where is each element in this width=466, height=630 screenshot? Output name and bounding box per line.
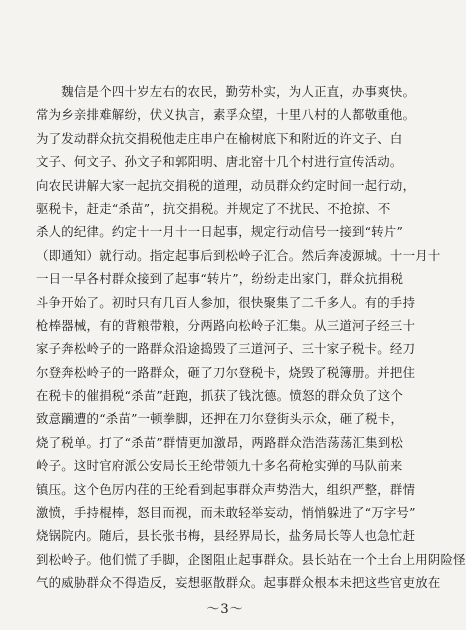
text-line: 烧锅院内。随后，县长张书梅，县经界局长，盐务局长等人也急忙赶 xyxy=(36,528,416,544)
text-line: 在税卡的催捐税“杀苗”赶跑，抓获了钱沈德。愤怒的群众负了这个 xyxy=(36,388,404,404)
text-line: 驱税卡，赶走“杀苗”，抗交捐税。并规定了不扰民、不抢掠、不 xyxy=(36,200,391,216)
text-line: 烧了税单。打了“杀苗”群情更加激昂，两路群众浩浩荡荡汇集到松 xyxy=(36,434,404,450)
page-number: ～3～ xyxy=(206,602,244,617)
text-line: 常为乡亲排难解纷，伏义执言，素孚众望，十里八村的人都敬重他。 xyxy=(36,107,416,123)
body-text xyxy=(36,80,466,595)
text-line: 激愤，手持棍棒，怒目而视，而未敢轻举妄动，悄悄躲进了“万字号” xyxy=(36,505,416,521)
text-line: 气的威胁群众不得造反，妄想驱散群众。起事群众根本未把这些官吏放在 xyxy=(36,575,441,591)
text-line: 文子、何文子、孙文子和郭阳明、唐北窑十几个村进行宣传活动。 xyxy=(36,154,403,170)
text-line: 岭子。这时官府派公安局长王纶带领九十多名荷枪实弹的马队前来 xyxy=(36,458,403,474)
text-line: 枪棒器械，有的背粮带粮，分两路向松岭子汇集。从三道河子经三十 xyxy=(36,317,416,333)
text-line: 尔登奔松岭子的一路群众，砸了刀尔登税卡，烧毁了税簿册。并把住 xyxy=(36,364,416,380)
text-line: 家子奔松岭子的一路群众沿途捣毁了三道河子、三十家子税卡。经刀 xyxy=(36,341,416,357)
text-line: 镇压。这个色厉内荏的王纶看到起事群众声势浩大，组织严整，群情 xyxy=(36,481,416,497)
text-line: 一日一早各村群众接到了起事“转片”，纷纷走出家门，群众抗捐税 xyxy=(36,271,404,287)
text-line: （即通知）就行动。指定起事后到松岭子汇合。然后奔凌源城。十一月十 xyxy=(36,247,441,263)
text-line: 为了发动群众抗交捐税他走庄串户在榆树底下和附近的许文子、白 xyxy=(36,130,403,146)
text-line: 魏信是个四十岁左右的农民，勤劳朴实，为人正直，办事爽快。 xyxy=(36,84,416,99)
text-line: 杀人的纪律。约定十一月十一日起事，规定行动信号一接到“转片” xyxy=(36,224,404,240)
text-line: 到松岭子。他们慌了手脚，企图阻止起事群众。县长站在一个土台上用阴险怪 xyxy=(36,551,466,567)
text-line: 斗争开始了。初时只有几百人参加，很快聚集了二千多人。有的手持 xyxy=(36,294,416,310)
text-line: 致意躏遭的“杀苗”一顿拳脚，还押在刀尔登街头示众，砸了税卡， xyxy=(36,411,404,427)
text-line: 向农民讲解大家一起抗交捐税的道理，动员群众约定时间一起行动， xyxy=(36,177,416,193)
